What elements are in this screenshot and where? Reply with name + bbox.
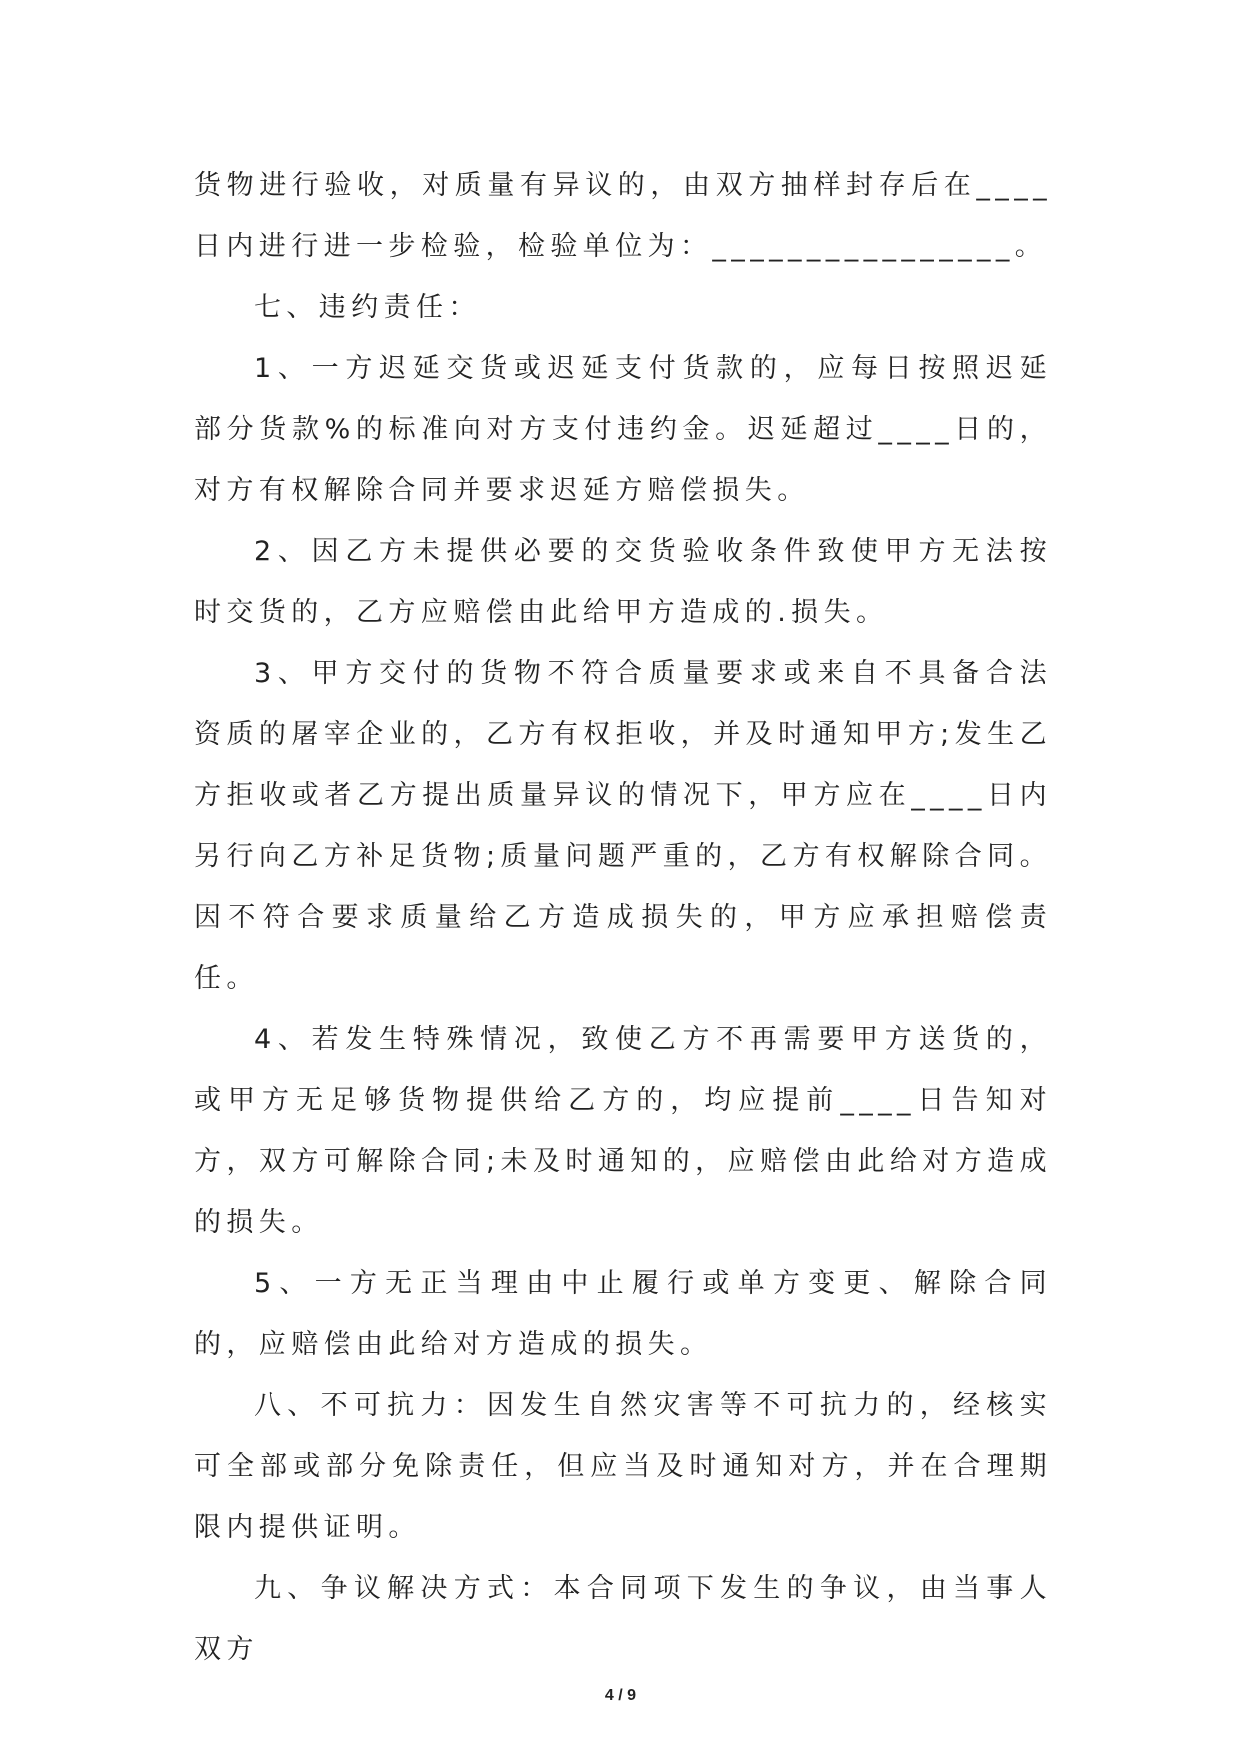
clause-5: 5、一方无正当理由中止履行或单方变更、解除合同的，应赔偿由此给对方造成的损失。 — [194, 1268, 1052, 1360]
clause-1: 1、一方迟延交货或迟延支付货款的，应每日按照迟延部分货款%的标准向对方支付违约金。迟延超过____日的，对方有权解除合同并要求迟延方赔偿损失。 — [194, 353, 1052, 506]
clause-3: 3、甲方交付的货物不符合质量要求或来自不具备合法资质的屠宰企业的，乙方有权拒收，并及时通知甲方;发生乙方拒收或者乙方提出质量异议的情况下，甲方应在____日内另行向乙方补足货物;质量问题严重的，乙方有权解除合同。因不符合要求质量给乙方造成损失的，甲方应承担赔偿责任。 — [194, 658, 1052, 994]
section-dispute-resolution: 九、争议解决方式：本合同项下发生的争议，由当事人双方 — [194, 1573, 1052, 1665]
section-heading-breach-liability: 七、违约责任： — [254, 292, 481, 323]
paragraph-continuation: 货物进行验收，对质量有异议的，由双方抽样封存后在____日内进行进一步检验，检验单位为：________________。 — [194, 170, 1052, 262]
document-body — [194, 155, 1052, 1680]
section-force-majeure: 八、不可抗力：因发生自然灾害等不可抗力的，经核实可全部或部分免除责任，但应当及时通知对方，并在合理期限内提供证明。 — [194, 1390, 1052, 1543]
clause-4: 4、若发生特殊情况，致使乙方不再需要甲方送货的，或甲方无足够货物提供给乙方的，均应提前____日告知对方，双方可解除合同;未及时通知的，应赔偿由此给对方造成的损失。 — [194, 1024, 1052, 1238]
page-number: 4 / 9 — [604, 1687, 637, 1704]
clause-2: 2、因乙方未提供必要的交货验收条件致使甲方无法按时交货的，乙方应赔偿由此给甲方造成的.损失。 — [194, 536, 1052, 628]
